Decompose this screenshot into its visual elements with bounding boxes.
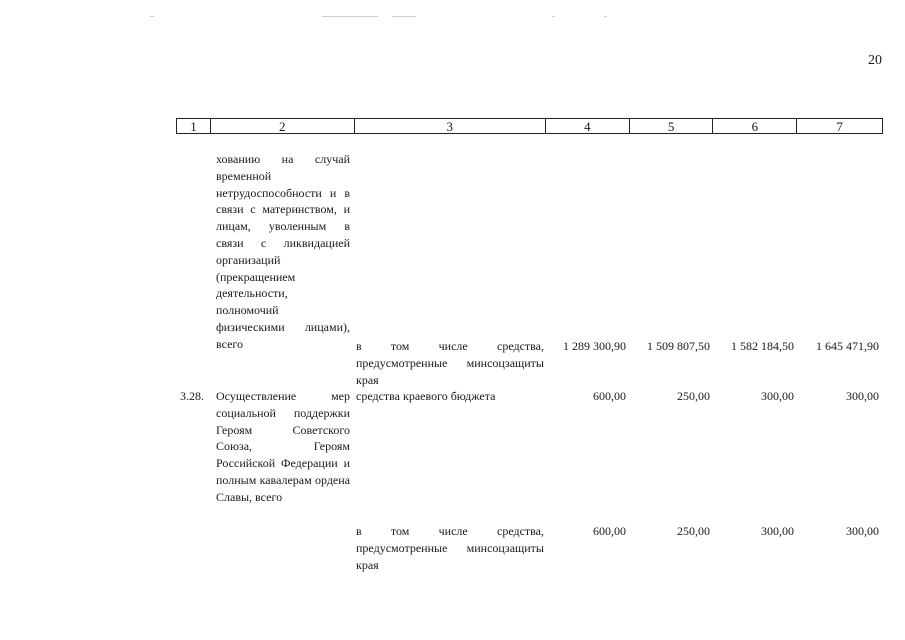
column-number-header [176, 118, 883, 134]
scan-speck [392, 16, 416, 17]
item-name: Осуществление мер социальной поддержки Героям Советского Союза, Героям Российской Федерации и полным кавалерам ордена Славы, всего [216, 389, 350, 504]
continued-item-name: хованию на случай временной нетрудоспособности и в связи с материнством, и лицам, уволенным в связи с ликвидацией организаций (прекращением деятельности, полномочий физическими лицами), всего [216, 152, 350, 351]
column-header-1: 1 [177, 119, 211, 133]
column-header-4: 4 [546, 119, 630, 133]
column-header-6: 6 [713, 119, 797, 133]
prev-item-sub-value-col5: 1 509 807,50 [647, 339, 710, 353]
scan-speck [150, 16, 154, 17]
scan-speck [604, 16, 607, 17]
scan-speck [552, 16, 555, 17]
prev-item-sub-value-col4: 1 289 300,90 [563, 339, 626, 353]
item-value-col7: 300,00 [846, 389, 879, 403]
prev-item-sub-value-col6: 1 582 184,50 [731, 339, 794, 353]
item-sub-value-col4: 600,00 [593, 524, 626, 538]
item-sub-value-col5: 250,00 [677, 524, 710, 538]
item-sub-value-col7: 300,00 [846, 524, 879, 538]
column-header-7: 7 [836, 119, 843, 134]
column-header-2: 2 [211, 119, 355, 133]
prev-item-sub-value-col7: 1 645 471,90 [816, 339, 879, 353]
item-value-col6: 300,00 [761, 389, 794, 403]
page-number: 20 [868, 53, 882, 68]
item-sub-value-col6: 300,00 [761, 524, 794, 538]
scan-speck [322, 16, 378, 17]
item-source: средства краевого бюджета [356, 389, 496, 403]
prev-item-sub-source: в том числе средства, предусмотренные минсоцзащиты края [356, 339, 544, 387]
item-value-col5: 250,00 [677, 389, 710, 403]
column-header-3: 3 [355, 119, 546, 133]
item-sub-source: в том числе средства, предусмотренные минсоцзащиты края [356, 524, 544, 572]
item-index: 3.28. [180, 389, 204, 403]
column-header-5: 5 [630, 119, 714, 133]
item-value-col4: 600,00 [593, 389, 626, 403]
